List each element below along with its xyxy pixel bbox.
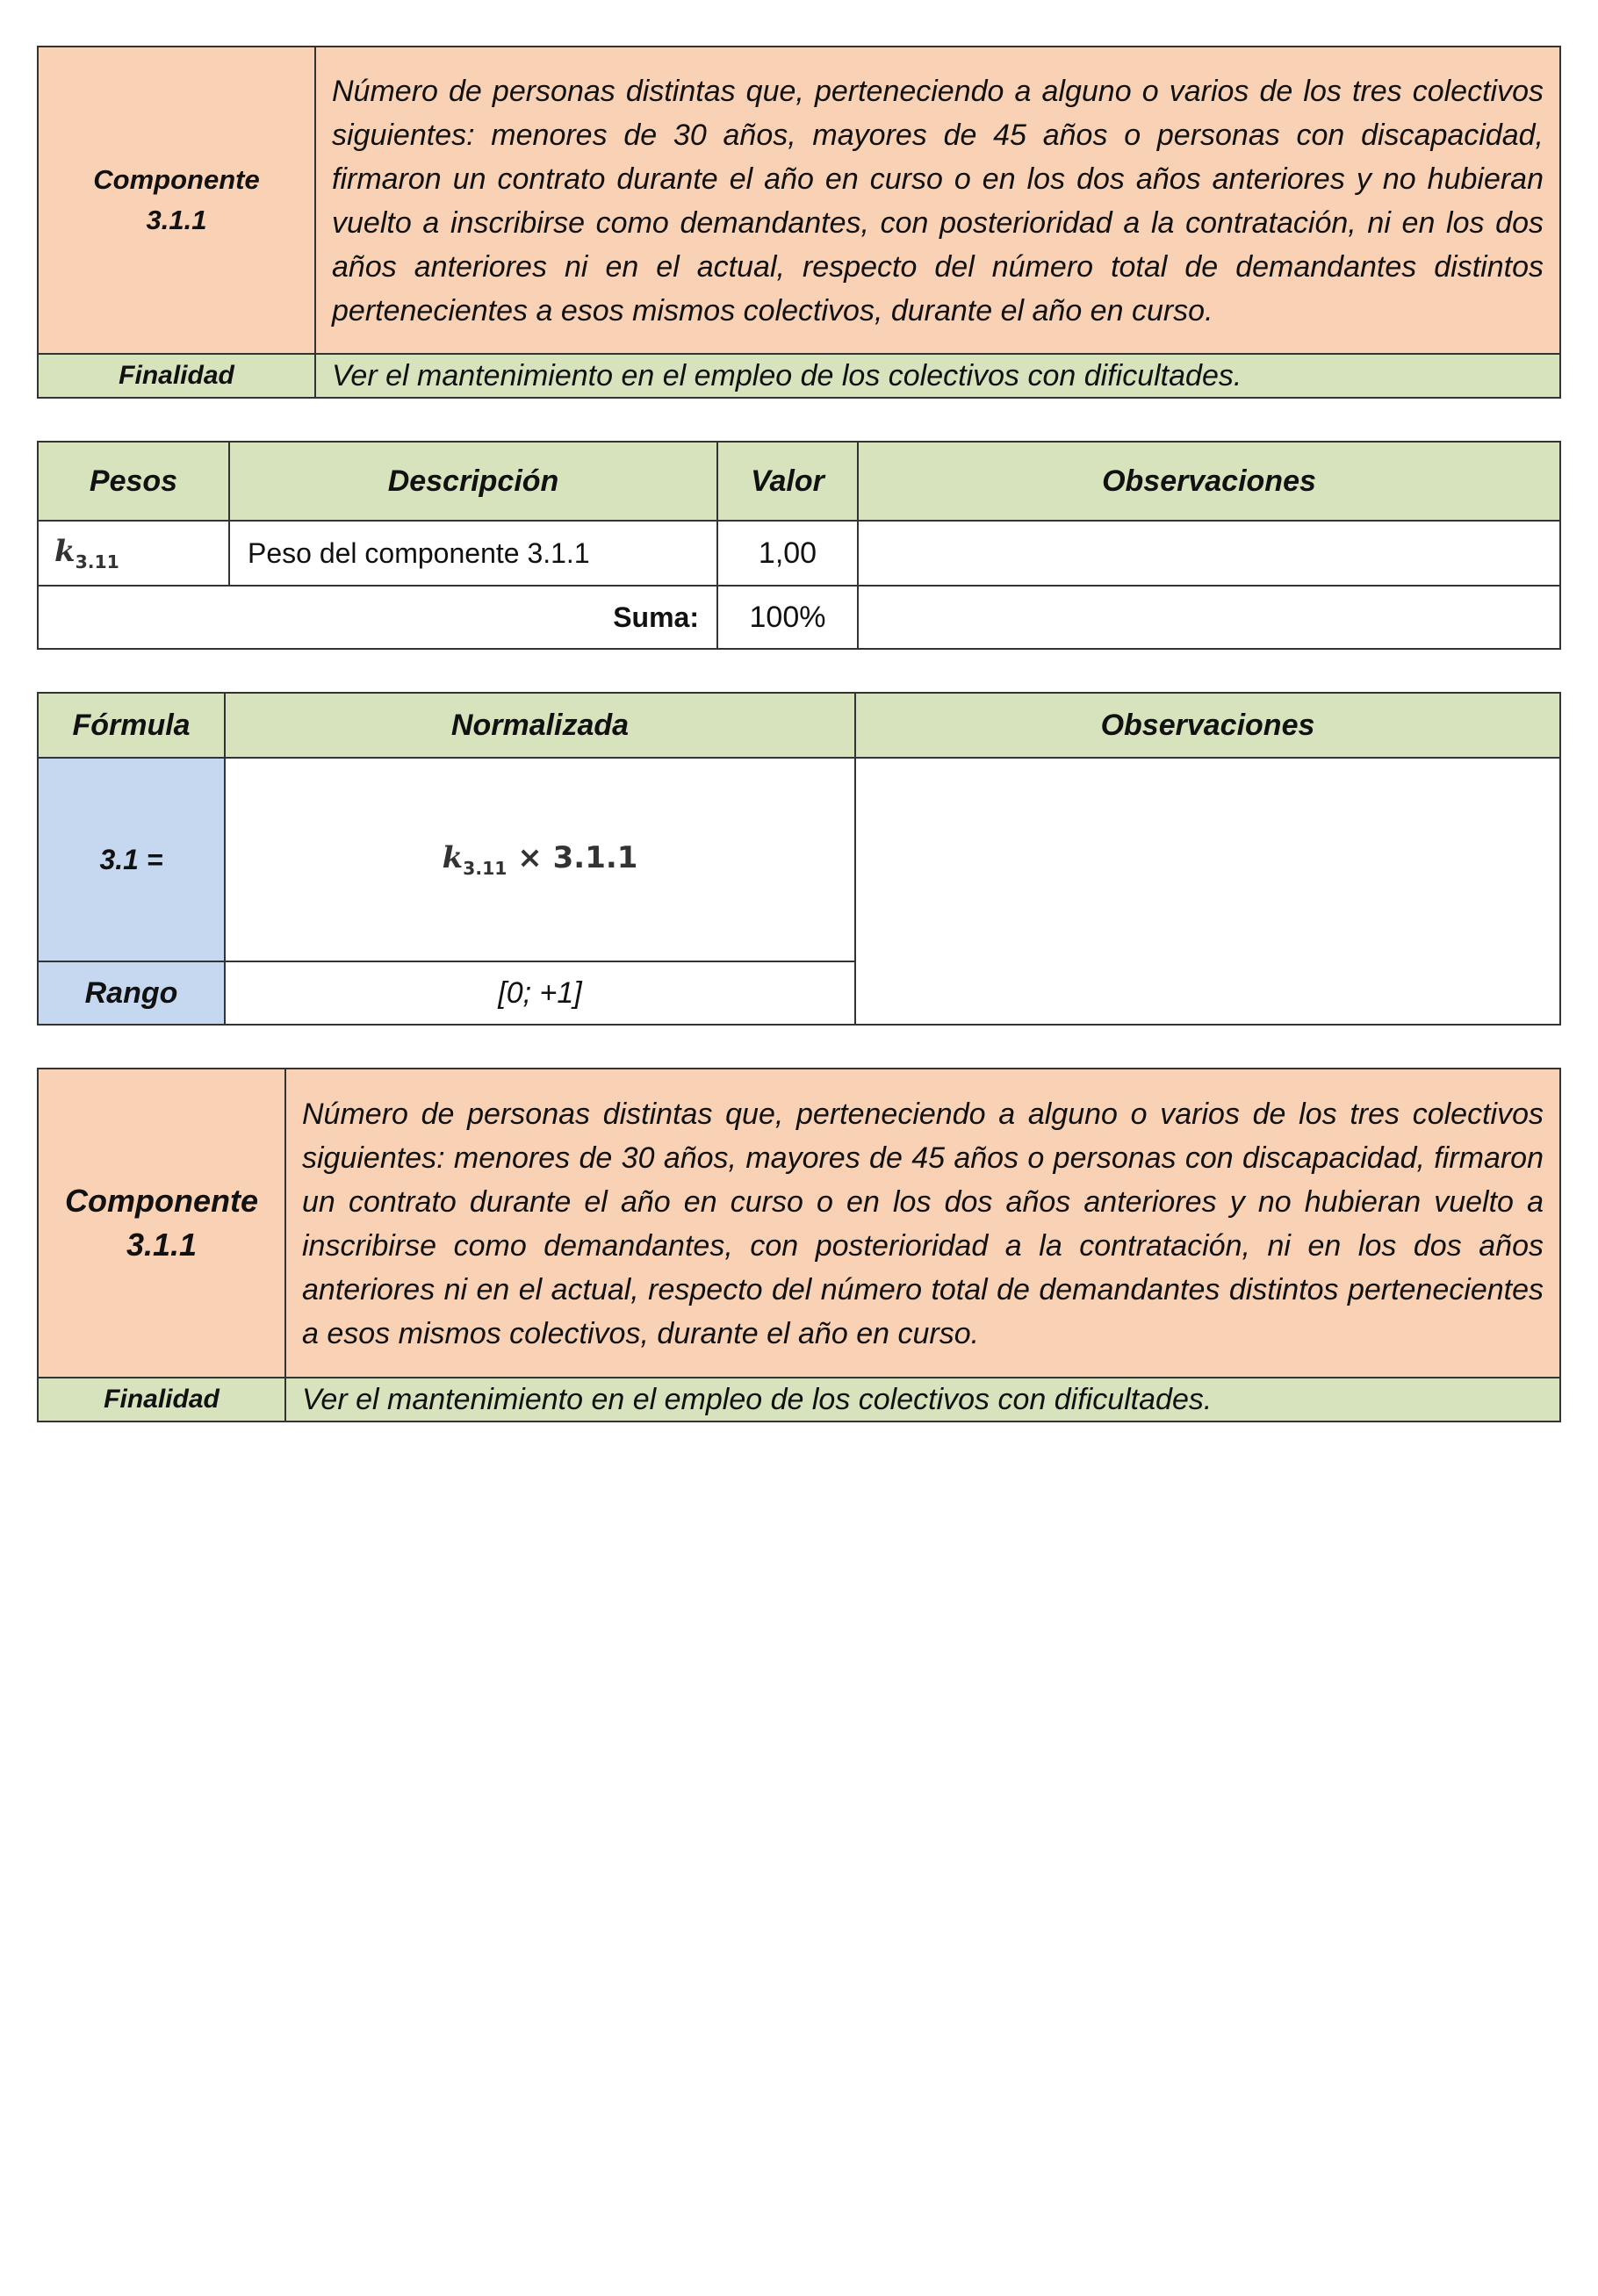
formula-lhs: 3.1 =	[38, 758, 225, 961]
finalidad-label-2: Finalidad	[38, 1378, 285, 1422]
component-description: Número de personas distintas que, perteneciendo a alguno o varios de los tres colectivos siguientes: menores de 30 años, mayores de 45 años o personas con discapacidad, firmaron un contrato durante el año en curso o en los dos años anteriores y no hubieran vuelto a inscribirse como demandantes, con posterioridad a la contratación, ni en los dos años anteriores ni en el actual, respecto del número total de demandantes distintos pertenecientes a esos mismos colectivos, durante el año en curso.	[315, 47, 1560, 354]
header-descripcion: Descripción	[229, 442, 717, 521]
rango-value: [0; +1]	[225, 961, 855, 1025]
weight-symbol-cell	[38, 521, 229, 586]
component-table-1	[37, 46, 1561, 399]
header-valor: Valor	[717, 442, 858, 521]
weight-value: 1,00	[717, 521, 858, 586]
header-formula: Fórmula	[38, 693, 225, 758]
weight-symbol: $k_{3.11}$	[54, 534, 119, 572]
weights-table	[37, 441, 1561, 650]
weight-observations	[858, 521, 1560, 586]
formula-expr-text: × 3.1.1	[507, 840, 638, 876]
rango-label: Rango	[38, 961, 225, 1025]
finalidad-label: Finalidad	[38, 354, 315, 398]
header-pesos: Pesos	[38, 442, 229, 521]
component-label-2: Componente 3.1.1	[38, 1069, 285, 1378]
formula-observations	[855, 758, 1560, 1025]
weight-description: Peso del componente 3.1.1	[229, 521, 717, 586]
formula-expression	[225, 758, 855, 961]
header-observaciones: Observaciones	[858, 442, 1560, 521]
header-formula-observaciones: Observaciones	[855, 693, 1560, 758]
sum-label: Suma:	[38, 586, 717, 649]
sum-value: 100%	[717, 586, 858, 649]
component-description-2: Número de personas distintas que, perteneciendo a alguno o varios de los tres colectivos siguientes: menores de 30 años, mayores de 45 años o personas con discapacidad, firmaron un contrato durante el año en curso o en los dos años anteriores y no hubieran vuelto a inscribirse como demandantes, con posterioridad a la contratación, ni en los dos años anteriores ni en el actual, respecto del número total de demandantes distintos pertenecientes a esos mismos colectivos, durante el año en curso.	[285, 1069, 1560, 1378]
finalidad-text: Ver el mantenimiento en el empleo de los colectivos con dificultades.	[315, 354, 1560, 398]
finalidad-text-2: Ver el mantenimiento en el empleo de los colectivos con dificultades.	[285, 1378, 1560, 1422]
formula-k-symbol: $k_{3.11}$	[442, 840, 507, 879]
component-label: Componente 3.1.1	[38, 47, 315, 354]
header-normalizada: Normalizada	[225, 693, 855, 758]
formula-table	[37, 692, 1561, 1026]
component-table-2	[37, 1068, 1561, 1422]
sum-observations	[858, 586, 1560, 649]
